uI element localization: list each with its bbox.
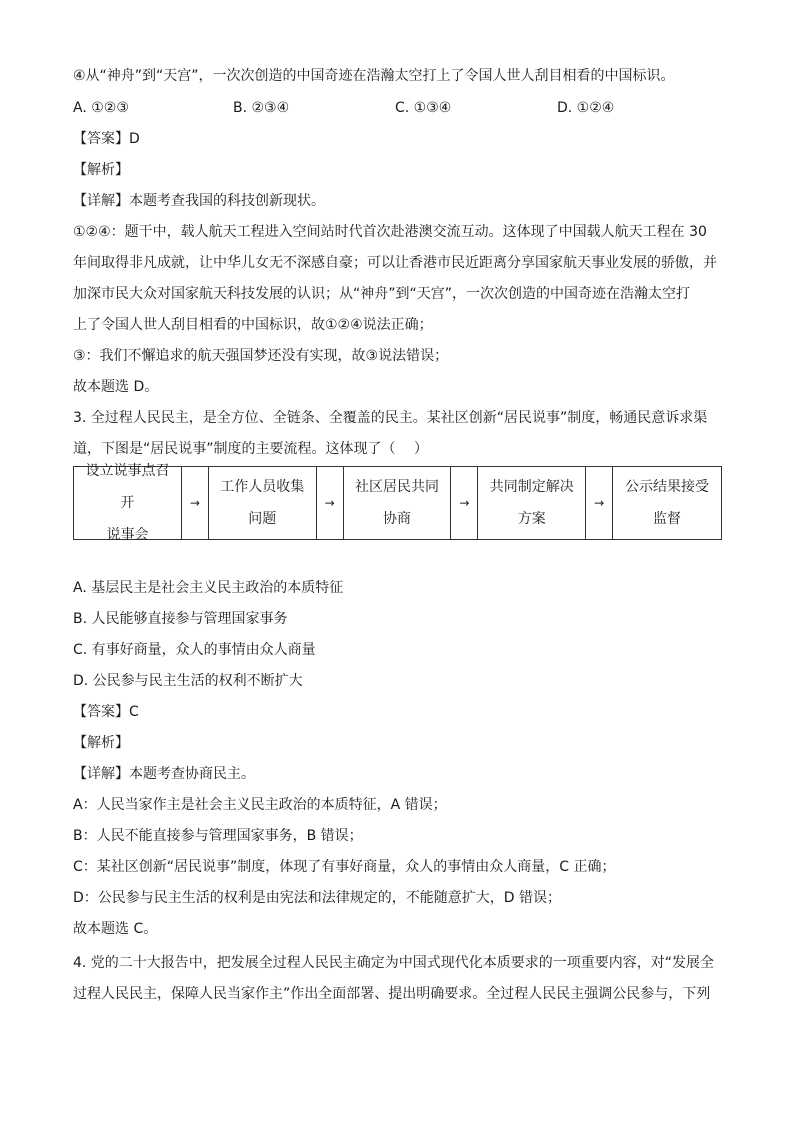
q2-option-a: A. ①②③ — [73, 100, 129, 116]
q3-explain-line: B：人民不能直接参与管理国家事务，B 错误； — [73, 828, 363, 844]
flow-step-2 — [209, 467, 317, 539]
q2-explain-line: 上了令国人世人刮目相看的中国标识，故①②④说法正确； — [73, 317, 433, 333]
q2-explain-line: 加深市民大众对国家航天科技发展的认识；从“神舟”到“天宫”，一次次创造的中国奇迹在浩瀚太空打 — [73, 286, 691, 302]
q3-stem-line: 道，下图是“居民说事”制度的主要流程。这体现了（ ） — [73, 441, 428, 457]
q2-option-d: D. ①②④ — [557, 100, 615, 116]
q3-option-d: D. 公民参与民主生活的权利不断扩大 — [73, 673, 303, 689]
q4-stem-line: 4. 党的二十大报告中，把发展全过程人民民主确定为中国式现代化本质要求的一项重要内容，对“发展全 — [73, 955, 715, 971]
flow-step-text: 设立说事点召开 — [85, 463, 170, 511]
q2-answer: 【答案】D — [73, 131, 140, 147]
q4-stem-line: 过程人民民主，保障人民当家作主”作出全面部署、提出明确要求。全过程人民民主强调公民参与，下列 — [73, 986, 711, 1002]
q2-option-c: C. ①③④ — [395, 100, 452, 116]
q2-explain-line: ③：我们不懈追求的航天强国梦还没有实现，故③说法错误； — [73, 348, 449, 364]
arrow-right-icon: → — [451, 467, 478, 539]
q3-explain-line: D：公民参与民主生活的权利是由宪法和法律规定的，不能随意扩大，D 错误； — [73, 890, 562, 906]
q2-explain-line: ①②④：题干中，载人航天工程进入空间站时代首次赴港澳交流互动。这体现了中国载人航天工程在 30 — [73, 224, 707, 240]
q2-option-b: B. ②③④ — [233, 100, 290, 116]
q2-explain-line: 年间取得非凡成就，让中华儿女无不深感自豪；可以让香港市民近距离分享国家航天事业发展的骄傲，并 — [73, 255, 717, 271]
flow-step-1 — [74, 463, 182, 543]
flow-step-text: 协商 — [383, 511, 412, 527]
flow-step-text: 工作人员收集 — [220, 479, 305, 495]
q3-explain-line: C：某社区创新“居民说事”制度，体现了有事好商量，众人的事情由众人商量，C 正确； — [73, 859, 616, 875]
arrow-right-icon: → — [182, 467, 209, 539]
flow-step-text: 说事会 — [106, 527, 149, 543]
flow-step-3 — [344, 467, 452, 539]
flow-step-text: 社区居民共同 — [355, 479, 440, 495]
flow-step-text: 方案 — [517, 511, 546, 527]
flow-step-text: 公示结果接受 — [625, 479, 710, 495]
q3-explain-line: 故本题选 C。 — [73, 921, 158, 937]
statement-4: ④从“神舟”到“天宫”，一次次创造的中国奇迹在浩瀚太空打上了令国人世人刮目相看的中国标识。 — [73, 68, 675, 84]
flow-step-4 — [478, 467, 586, 539]
q3-stem-line: 3. 全过程人民民主，是全方位、全链条、全覆盖的民主。某社区创新“居民说事”制度，畅通民意诉求渠 — [73, 410, 708, 426]
flow-step-text: 监督 — [653, 511, 682, 527]
flow-diagram — [73, 463, 722, 543]
q2-detail: 【详解】本题考查我国的科技创新现状。 — [73, 193, 325, 209]
flow-step-text: 共同制定解决 — [489, 479, 574, 495]
q3-option-c: C. 有事好商量，众人的事情由众人商量 — [73, 642, 316, 658]
q3-analysis-heading: 【解析】 — [73, 735, 129, 751]
q2-analysis-heading: 【解析】 — [73, 162, 129, 178]
q2-options — [73, 98, 728, 118]
arrow-right-icon: → — [317, 467, 344, 539]
flow-step-5 — [613, 467, 721, 539]
q3-option-b: B. 人民能够直接参与管理国家事务 — [73, 611, 288, 627]
q2-explain-line: 故本题选 D。 — [73, 379, 159, 395]
q3-explain-line: A：人民当家作主是社会主义民主政治的本质特征，A 错误； — [73, 797, 447, 813]
q3-answer: 【答案】C — [73, 704, 139, 720]
q3-option-a: A. 基层民主是社会主义民主政治的本质特征 — [73, 580, 344, 596]
q3-detail: 【详解】本题考查协商民主。 — [73, 766, 255, 782]
arrow-right-icon: → — [586, 467, 613, 539]
flow-step-text: 问题 — [248, 511, 277, 527]
